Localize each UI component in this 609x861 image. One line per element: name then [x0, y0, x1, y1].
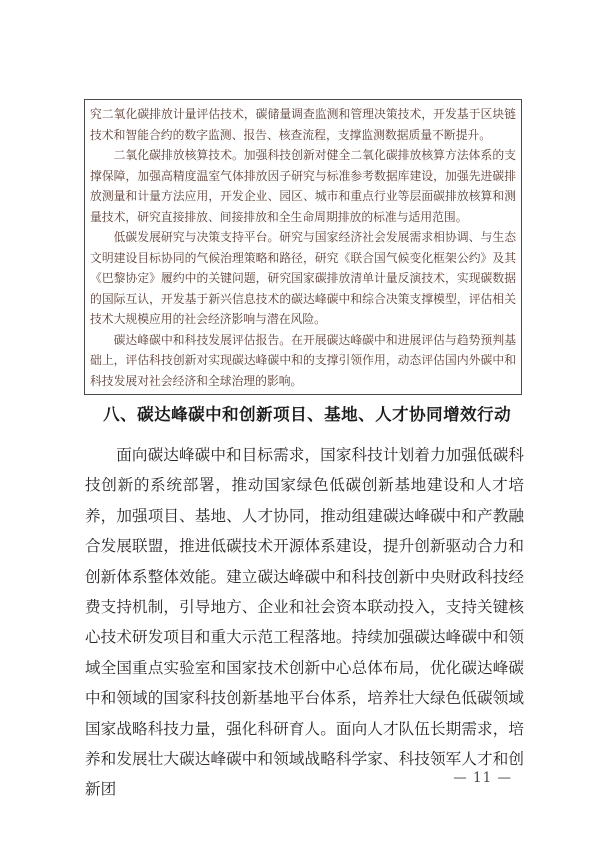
page-number: — 11 —	[453, 770, 512, 786]
box-paragraph: 低碳发展研究与决策支持平台。研究与国家经济社会发展需求相协调、与生态文明建设目标协同的气候治理策略和路径，研究《联合国气候变化框架公约》及其《巴黎协定》履约中的关键问题，研究国家碳排放清单计量反演技术，实现碳数据的国际互认，开发基于新兴信息技术的碳达峰碳中和综合决策支撑模型，评估相关技术大规模应用的社会经济影响与潜在风险。	[90, 230, 516, 326]
section-body-paragraph: 面向碳达峰碳中和目标需求，国家科技计划着力加强低碳科技创新的系统部署，推动国家绿色低碳创新基地建设和人才培养，加强项目、基地、人才协同，推动组建碳达峰碳中和产教融合发展联盟，推进低碳技术开源体系建设，提升创新驱动合力和创新体系整体效能。建立碳达峰碳中和科技创新中央财政科技经费支持机制，引导地方、企业和社会资本联动投入，支持关键核心技术研发项目和重大示范工程落地。持续加强碳达峰碳中和领域全国重点实验室和国家技术创新中心总体布局，优化碳达峰碳中和领域的国家科技创新基地平台体系，培养壮大绿色低碳领域国家战略科技力量，强化科研育人。面向人才队伍长期需求，培养和发展壮大碳达峰碳中和领域战略科学家、科技领军人才和创新团	[85, 446, 524, 799]
box-paragraph: 究二氧化碳排放计量评估技术，碳储量调查监测和管理决策技术，开发基于区块链技术和智能合约的数字监测、报告、核查流程，支撑监测数据质量不断提升。	[90, 107, 516, 142]
section-heading: 八、碳达峰碳中和创新项目、基地、人才协同增效行动	[103, 405, 512, 424]
box-paragraph: 碳达峰碳中和科技发展评估报告。在开展碳达峰碳中和进展评估与趋势预判基础上，评估科技创新对实现碳达峰碳中和的支撑引领作用，动态评估国内外碳中和科技发展对社会经济和全球治理的影响。	[90, 332, 516, 388]
excerpt-box	[84, 99, 522, 395]
box-paragraph: 二氧化碳排放核算技术。加强科技创新对健全二氧化碳排放核算方法体系的支撑保障，加强高精度温室气体排放因子研究与标准参考数据库建设，加强先进碳排放测量和计量方法应用，开发企业、园区、城市和重点行业等层面碳排放核算和测量技术，研究直接排放、间接排放和全生命周期排放的标准与适用范围。	[90, 148, 516, 224]
